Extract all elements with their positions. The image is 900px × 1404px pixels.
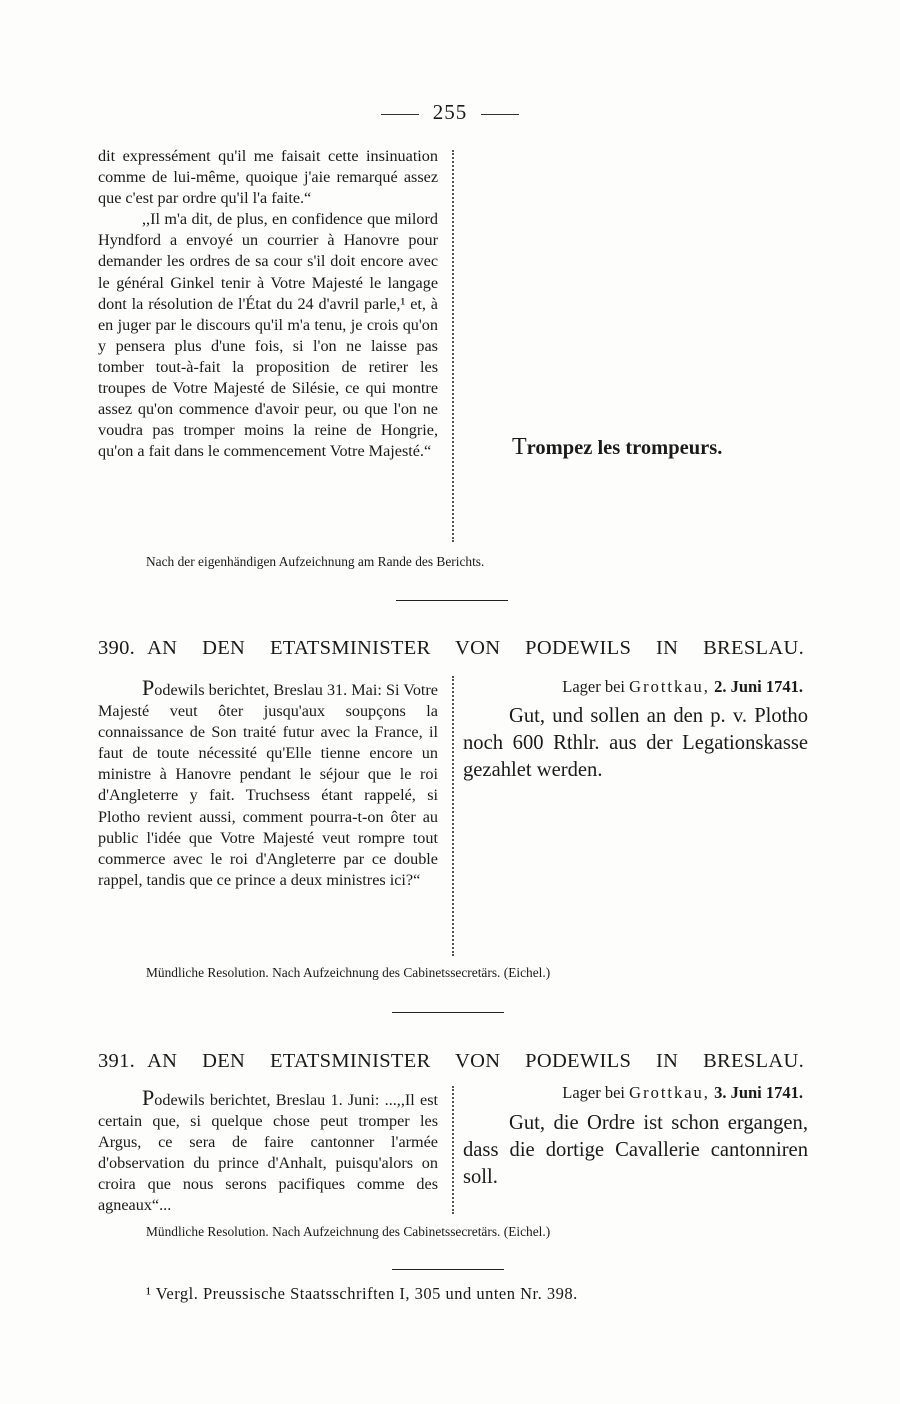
footnote-text: Vergl. Preussische Staatsschriften I, 305 und unten Nr. 398.: [155, 1284, 578, 1303]
footnote-marker: ¹: [146, 1284, 152, 1303]
footnote: [146, 1284, 578, 1304]
letter-number: 391.: [98, 1050, 136, 1072]
drop-initial: P: [142, 1085, 155, 1110]
report-summary: Podewils berichtet, Breslau 1. Juni: ...,,Il est certain que, si quelque chose peut tromper les Argus, ce sera de faire cantonner l'armée d'observation du prince d'Anhalt, puisqu'alors on croira que nous serons pacifiques comme des agneaux“...: [98, 1085, 438, 1215]
report-paragraph: ,,Il m'a dit, de plus, en confidence que milord Hyndford a envoyé un courrier à Hanovre pour demander les ordres de sa cour s'il doit encore avec le général Ginkel tenir à Votre Majesté le langage dont la résolution de l'État du 24 d'avril parle,¹ et, à en juger par le discours qu'il m'a tenu, je crois qu'on y pensera plus d'une fois, si l'on ne laisse pas tomber tout-à-fait la proposition de retirer les troupes de Votre Majesté de Silésie, ce qui montre assez qu'on commence d'avoir peur, ou que l'on ne voudra pas tromper moins la reine de Hongrie, qu'on a fait dans le commencement Votre Majesté.“: [98, 210, 438, 461]
report-summary: Podewils berichtet, Breslau 31. Mai: Si Votre Majesté veut ôter jusqu'aux soupçons la connaissance de Son traité futur avec la France, il faut de toute nécessité qu'Elle tienne encore un ministre à Hanovre pendant le séjour que le roi d'Angleterre y fait. Truchsess étant rappelé, si Plotho revient aussi, comment pourra-t-on ôter au public l'idée que Votre Majesté veut rompre tout commerce avec le roi d'Angleterre par ce double rappel, tandis que ce prince a deux ministres ici?“: [98, 675, 438, 889]
letter-heading: [98, 637, 804, 660]
letter-title: AN DEN ETATSMINISTER VON PODEWILS IN BRESLAU.: [147, 637, 804, 659]
source-note: Nach der eigenhändigen Aufzeichnung am Rande des Berichts.: [146, 554, 485, 569]
resolution-text: Gut, die Ordre ist schon ergangen, dass die dortige Cavallerie cantonniren soll.: [463, 1112, 808, 1188]
drop-initial: P: [142, 675, 155, 700]
report-paragraph: dit expressément qu'il me faisait cette insinuation comme de lui-même, quoique j'aie remarqué assez que c'est par ordre qu'il l'a faite.“: [98, 147, 438, 208]
letter-title: AN DEN ETATSMINISTER VON PODEWILS IN BRESLAU.: [147, 1050, 804, 1072]
report-continuation: [98, 146, 438, 462]
page-number: 255: [0, 100, 900, 125]
letter-heading: [98, 1050, 804, 1073]
marginal-maxim: Trompez les trompeurs.: [512, 434, 723, 460]
column-divider: [452, 676, 454, 956]
section-rule: [392, 1269, 504, 1270]
resolution-text: Gut, und sollen an den p. v. Plotho noch 600 Rthlr. aus der Legationskasse gezahlet werden.: [463, 705, 808, 781]
section-rule: [392, 1012, 504, 1013]
section-rule: [396, 600, 508, 601]
source-note: Mündliche Resolution. Nach Aufzeichnung des Cabinetssecretärs. (Eichel.): [146, 1224, 551, 1239]
letter-number: 390.: [98, 637, 136, 659]
column-divider: [452, 1086, 454, 1214]
place-date: Lager bei Grottkau, 2. Juni 1741.: [562, 677, 803, 696]
column-divider: [452, 150, 454, 542]
source-note: Mündliche Resolution. Nach Aufzeichnung des Cabinetssecretärs. (Eichel.): [146, 965, 551, 980]
place-date: Lager bei Grottkau, 3. Juni 1741.: [562, 1083, 803, 1102]
